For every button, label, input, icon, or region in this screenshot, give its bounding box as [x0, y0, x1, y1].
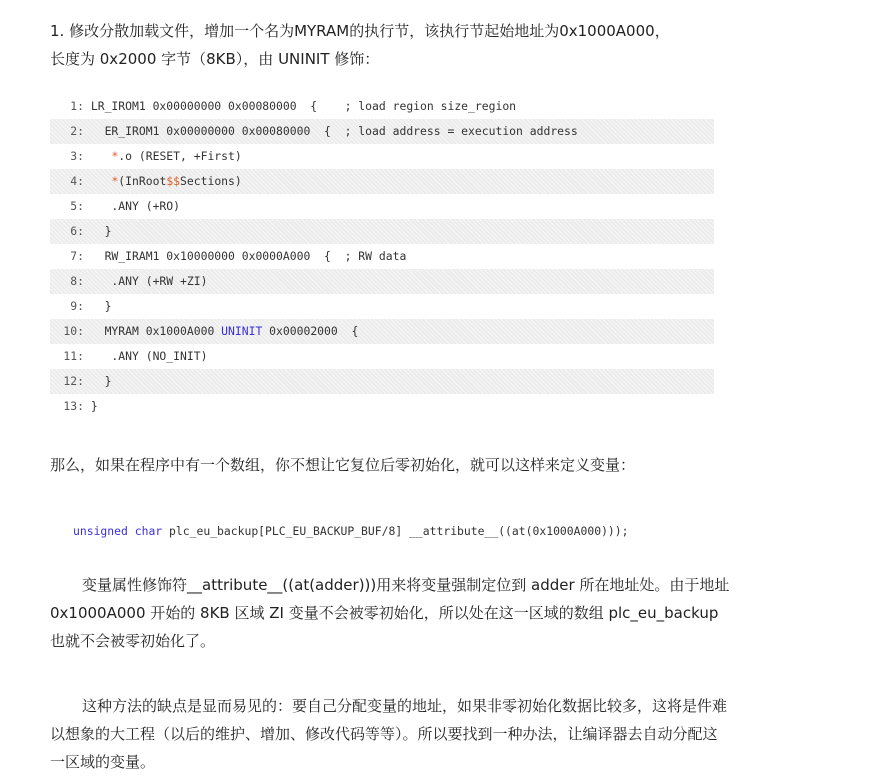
code-line — [50, 394, 714, 419]
code-line — [50, 94, 714, 119]
intro-line-1: 1. 修改分散加载文件，增加一个名为MYRAM的执行节，该执行节起始地址为0x1000A000， — [50, 22, 670, 40]
paragraph-4: 这种方法的缺点是显而易见的：要自己分配变量的地址，如果非零初始化数据比较多，这将是件难以想象的大工程（以后的维护、增加、修改代码等等）。所以要找到一种办法，让编译器去自动分配这一区域的变量。 — [50, 697, 728, 771]
paragraph-2: 那么，如果在程序中有一个数组，你不想让它复位后零初始化，就可以这样来定义变量： — [50, 456, 636, 474]
line-number: 8: — [70, 274, 84, 288]
code-text: ER_IROM1 0x00000000 0x00080000 { ; load address = execution address — [84, 124, 578, 138]
code-line — [50, 369, 714, 394]
code-text: Sections) — [180, 174, 242, 188]
line-number: 13: — [63, 399, 84, 413]
declaration-code — [73, 521, 629, 541]
code-text: } — [84, 299, 112, 313]
code-text: MYRAM 0x1000A000 — [84, 324, 222, 338]
line-number: 9: — [70, 299, 84, 313]
line-number: 10: — [63, 324, 84, 338]
code-text: (InRoot — [118, 174, 167, 188]
code-text: } — [84, 224, 112, 238]
line-number: 6: — [70, 224, 84, 238]
code-text: .o (RESET, +First) — [118, 149, 242, 163]
code-text: plc_eu_backup[PLC_EU_BACKUP_BUF/8] __attribute__((at(0x1000A000))); — [162, 524, 629, 538]
line-number: 4: — [70, 174, 84, 188]
code-symbol: $$ — [166, 174, 181, 188]
code-symbol: * — [111, 149, 119, 163]
code-keyword: char — [134, 524, 163, 538]
code-line — [50, 219, 714, 244]
code-line — [50, 119, 714, 144]
code-keyword: unsigned — [73, 524, 128, 538]
line-number: 2: — [70, 124, 84, 138]
line-number: 5: — [70, 199, 84, 213]
code-line — [50, 144, 714, 169]
code-text: } — [84, 399, 98, 413]
code-text: LR_IROM1 0x00000000 0x00080000 { ; load region size_region — [84, 99, 517, 113]
code-line — [50, 344, 714, 369]
paragraph-3: 变量属性修饰符__attribute__((at(adder)))用来将变量强制定位到 adder 所在地址处。由于地址 0x1000A000 开始的 8KB 区域 ZI 变量不会被零初始化，所以处在这一区域的数组 plc_eu_backup 也就不会被零初始化了。 — [50, 576, 730, 650]
code-line — [50, 319, 714, 344]
line-number: 7: — [70, 249, 84, 263]
code-keyword: UNINIT — [221, 324, 263, 338]
line-number: 1: — [70, 99, 84, 113]
code-text — [84, 174, 111, 188]
line-number: 11: — [63, 349, 84, 363]
code-symbol: * — [111, 174, 119, 188]
code-text: 0x00002000 { — [262, 324, 359, 338]
line-number: 3: — [70, 149, 84, 163]
code-text: .ANY (NO_INIT) — [84, 349, 208, 363]
code-line — [50, 244, 714, 269]
code-text: } — [84, 374, 112, 388]
intro-paragraph — [50, 17, 730, 73]
line-number: 12: — [63, 374, 84, 388]
code-line — [50, 169, 714, 194]
code-line — [50, 294, 714, 319]
code-block — [50, 94, 714, 419]
intro-line-2: 长度为 0x2000 字节（8KB），由 UNINIT 修饰： — [50, 50, 380, 68]
code-text: .ANY (+RW +ZI) — [84, 274, 208, 288]
code-text: .ANY (+RO) — [84, 199, 181, 213]
code-text: RW_IRAM1 0x10000000 0x0000A000 { ; RW data — [84, 249, 407, 263]
code-text — [84, 149, 111, 163]
code-line — [50, 194, 714, 219]
code-line — [50, 269, 714, 294]
